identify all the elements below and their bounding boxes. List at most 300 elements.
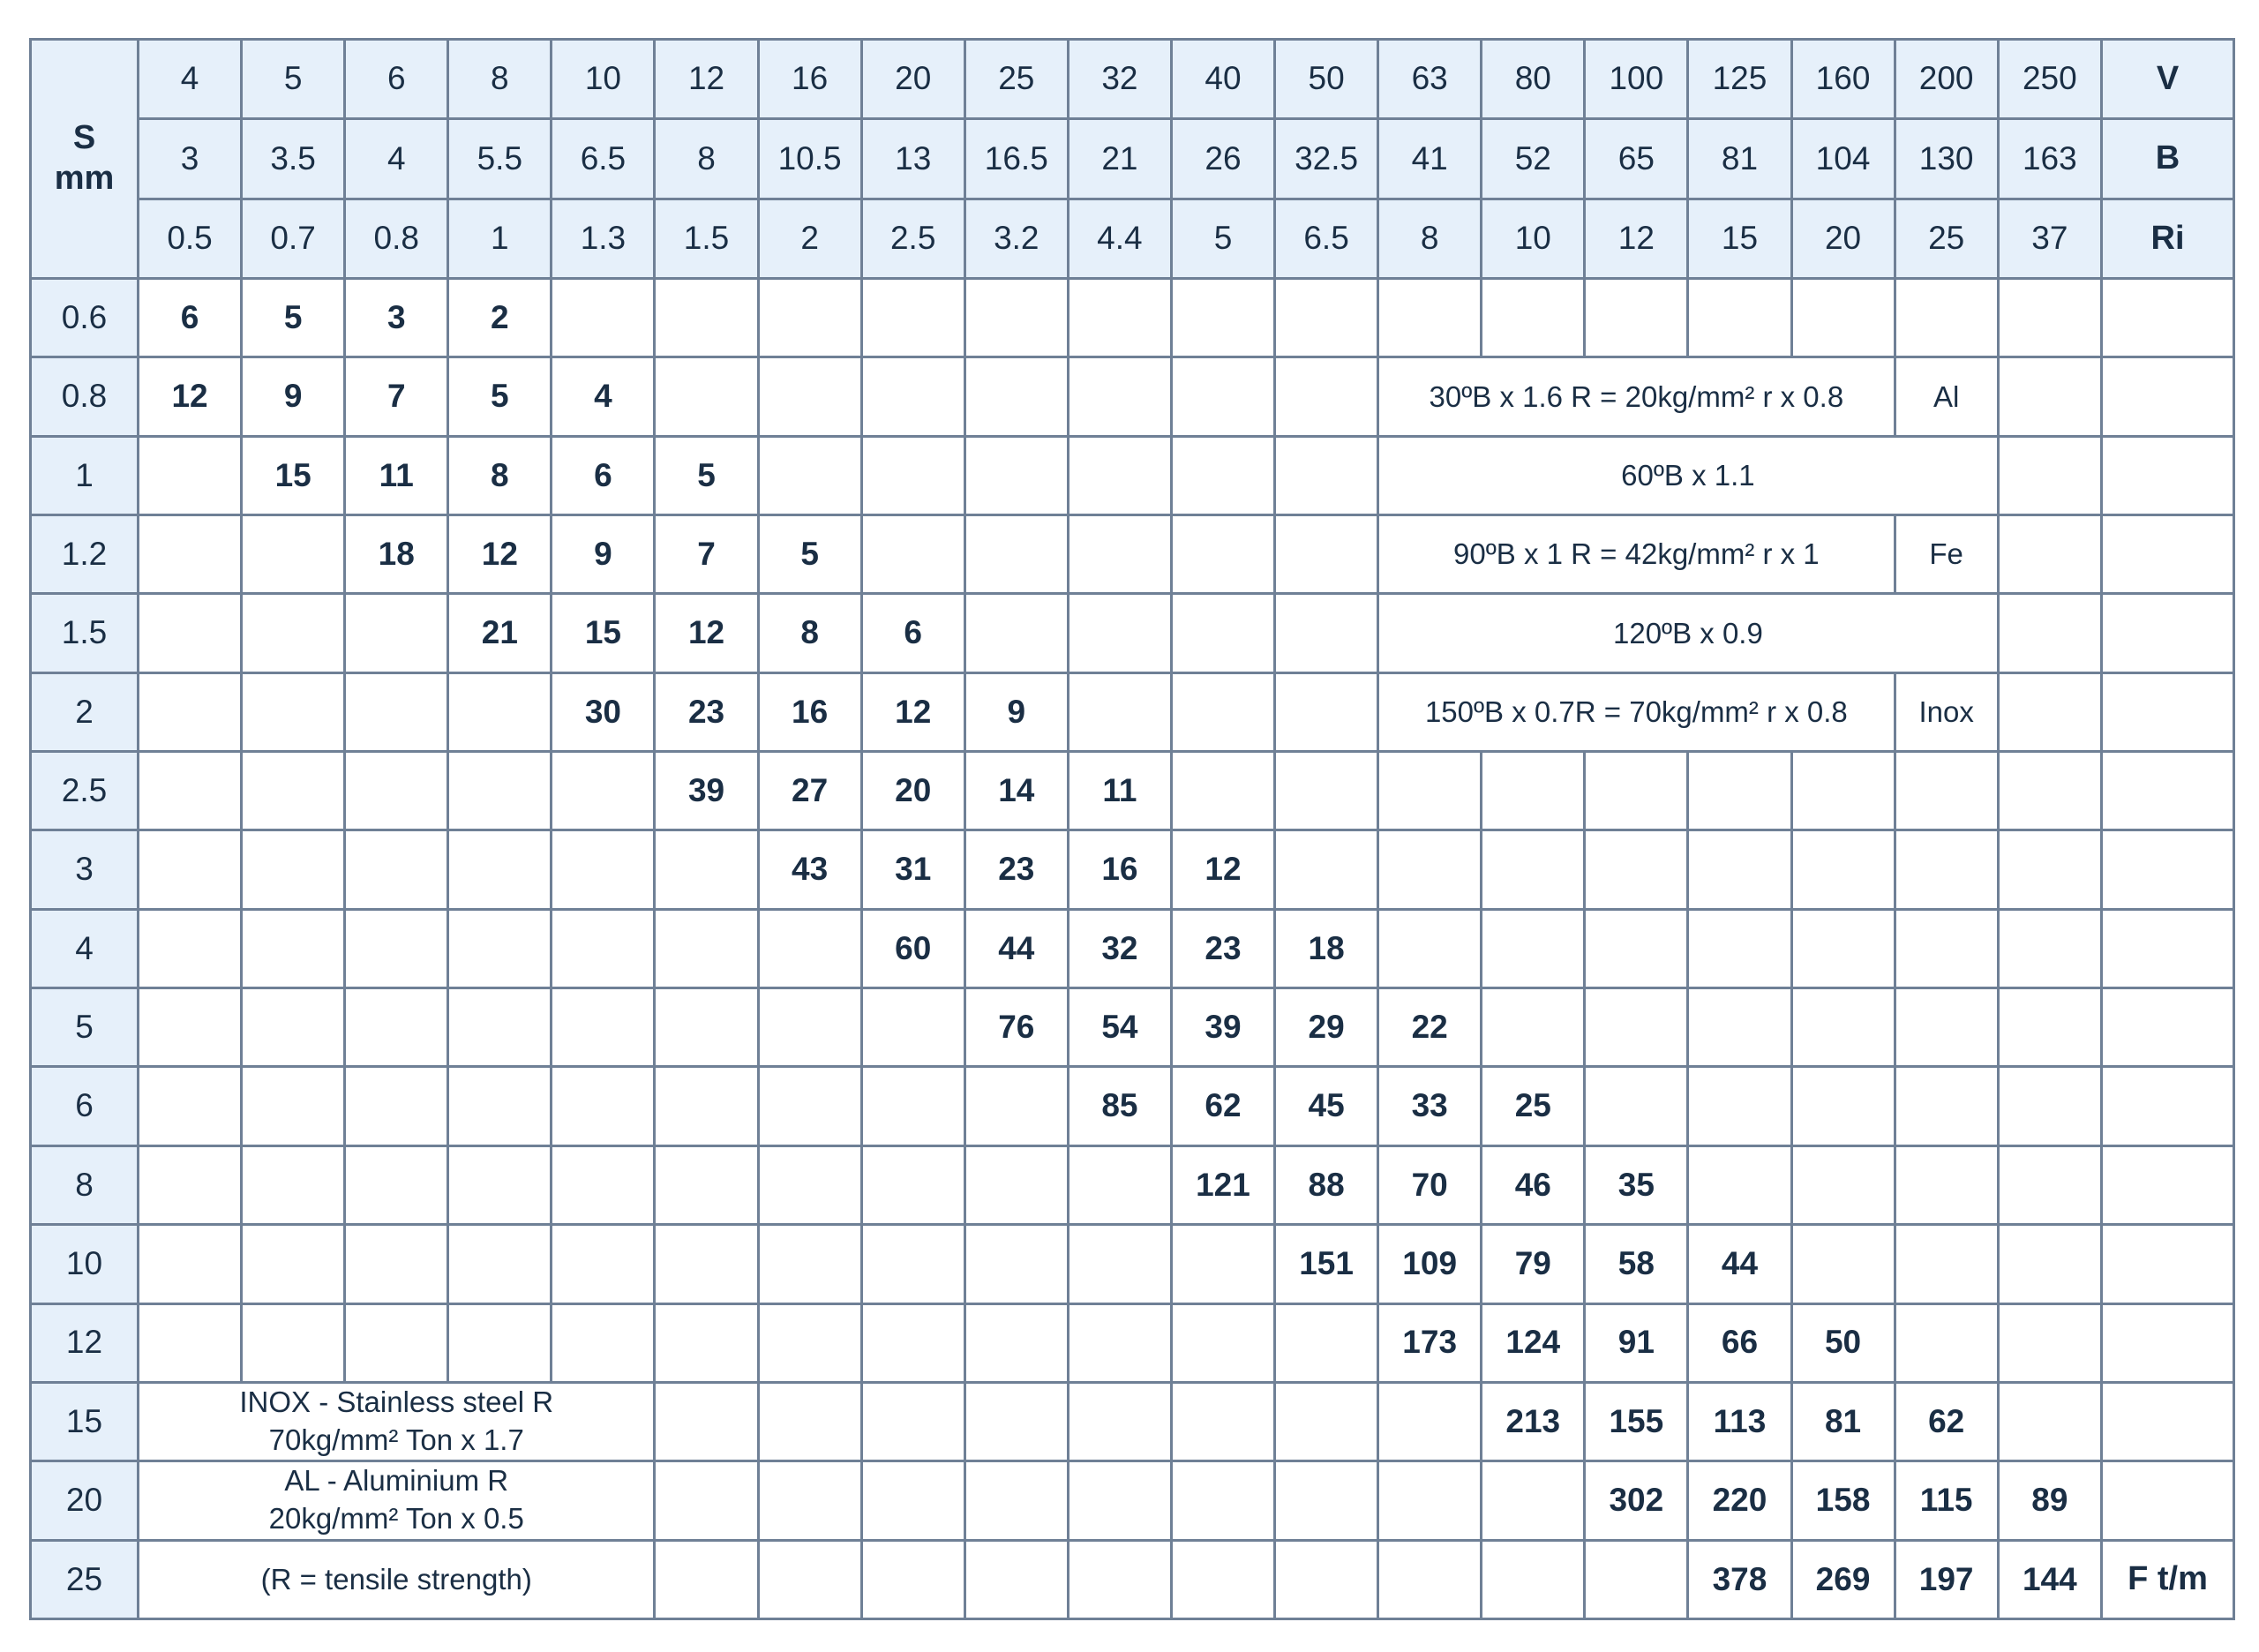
force-value: 33 bbox=[1378, 1067, 1482, 1145]
force-value bbox=[1585, 1540, 1688, 1618]
thickness-value: 2 bbox=[31, 672, 139, 751]
force-value bbox=[1171, 357, 1274, 436]
header-b-value: 104 bbox=[1791, 119, 1895, 199]
force-value: 2 bbox=[448, 279, 552, 357]
force-value: 85 bbox=[1068, 1067, 1171, 1145]
header-ri-value: 25 bbox=[1895, 199, 1998, 278]
thickness-value: 1.5 bbox=[31, 594, 139, 672]
force-value: 3 bbox=[345, 279, 448, 357]
force-value bbox=[655, 1382, 758, 1461]
header-v-value: 4 bbox=[139, 40, 242, 119]
force-value bbox=[655, 279, 758, 357]
header-b-value: 32.5 bbox=[1275, 119, 1378, 199]
force-value: 44 bbox=[1688, 1225, 1791, 1303]
header-b-value: 21 bbox=[1068, 119, 1171, 199]
force-value bbox=[1585, 279, 1688, 357]
force-value bbox=[964, 279, 1068, 357]
force-value bbox=[1791, 830, 1895, 909]
force-value bbox=[242, 752, 345, 830]
force-value bbox=[655, 357, 758, 436]
force-value bbox=[758, 1067, 861, 1145]
force-value bbox=[139, 988, 242, 1067]
force-value bbox=[448, 830, 552, 909]
thickness-value: 2.5 bbox=[31, 752, 139, 830]
force-value: 89 bbox=[1998, 1461, 2101, 1540]
header-ri-value: 2.5 bbox=[861, 199, 964, 278]
force-value bbox=[1275, 1540, 1378, 1618]
force-value bbox=[1482, 752, 1585, 830]
force-value bbox=[1482, 279, 1585, 357]
empty-cell bbox=[2102, 752, 2234, 830]
force-value: 11 bbox=[1068, 752, 1171, 830]
thickness-value: 0.8 bbox=[31, 357, 139, 436]
force-value bbox=[1068, 357, 1171, 436]
force-value bbox=[1791, 1225, 1895, 1303]
force-value bbox=[1688, 909, 1791, 987]
thickness-value: 3 bbox=[31, 830, 139, 909]
thickness-value: 8 bbox=[31, 1145, 139, 1224]
force-value bbox=[861, 1540, 964, 1618]
force-value bbox=[552, 1067, 655, 1145]
force-value bbox=[242, 1225, 345, 1303]
force-value bbox=[345, 988, 448, 1067]
force-value: 7 bbox=[345, 357, 448, 436]
force-value: 5 bbox=[655, 436, 758, 514]
empty-cell bbox=[2102, 830, 2234, 909]
force-value bbox=[1068, 279, 1171, 357]
force-value bbox=[242, 594, 345, 672]
force-value bbox=[655, 909, 758, 987]
force-value bbox=[964, 1382, 1068, 1461]
force-value bbox=[139, 436, 242, 514]
force-value bbox=[861, 357, 964, 436]
force-value bbox=[139, 752, 242, 830]
table-row bbox=[31, 515, 2234, 594]
header-v-value: 250 bbox=[1998, 40, 2101, 119]
angle-note: 90ºB x 1 R = 42kg/mm² r x 1 bbox=[1378, 515, 1895, 594]
force-value: 378 bbox=[1688, 1540, 1791, 1618]
force-value bbox=[861, 988, 964, 1067]
force-value: 88 bbox=[1275, 1145, 1378, 1224]
force-value bbox=[1585, 988, 1688, 1067]
force-value: 25 bbox=[1482, 1067, 1585, 1145]
empty-cell bbox=[2102, 672, 2234, 751]
force-value bbox=[655, 1225, 758, 1303]
thickness-header bbox=[31, 40, 139, 279]
force-value bbox=[448, 909, 552, 987]
force-value bbox=[1791, 1145, 1895, 1224]
force-value bbox=[1895, 1145, 1998, 1224]
force-value: 27 bbox=[758, 752, 861, 830]
header-ri-value: 8 bbox=[1378, 199, 1482, 278]
force-value bbox=[1378, 1461, 1482, 1540]
force-value bbox=[1791, 752, 1895, 830]
header-v-value: 80 bbox=[1482, 40, 1585, 119]
force-value: 213 bbox=[1482, 1382, 1585, 1461]
force-value bbox=[448, 672, 552, 751]
force-value: 18 bbox=[345, 515, 448, 594]
force-value bbox=[1688, 1145, 1791, 1224]
empty-cell bbox=[2102, 436, 2234, 514]
force-value: 7 bbox=[655, 515, 758, 594]
force-value: 62 bbox=[1895, 1382, 1998, 1461]
table-row bbox=[31, 672, 2234, 751]
header-v-value: 50 bbox=[1275, 40, 1378, 119]
force-value bbox=[1998, 594, 2101, 672]
force-value bbox=[1688, 988, 1791, 1067]
header-v-value: 125 bbox=[1688, 40, 1791, 119]
force-value: 8 bbox=[758, 594, 861, 672]
force-value bbox=[1068, 1461, 1171, 1540]
header-v-label: V bbox=[2102, 40, 2234, 119]
thickness-value: 0.6 bbox=[31, 279, 139, 357]
force-value: 39 bbox=[655, 752, 758, 830]
force-value bbox=[1275, 594, 1378, 672]
force-value bbox=[758, 988, 861, 1067]
header-ri-value: 0.5 bbox=[139, 199, 242, 278]
force-value bbox=[1791, 909, 1895, 987]
force-value: 9 bbox=[964, 672, 1068, 751]
header-v-value: 20 bbox=[861, 40, 964, 119]
empty-cell bbox=[2102, 1225, 2234, 1303]
header-ri-value: 37 bbox=[1998, 199, 2101, 278]
header-ri-value: 1 bbox=[448, 199, 552, 278]
force-value bbox=[448, 752, 552, 830]
table-row bbox=[31, 436, 2234, 514]
table-row bbox=[31, 1067, 2234, 1145]
force-value bbox=[1895, 752, 1998, 830]
header-b-value: 130 bbox=[1895, 119, 1998, 199]
aluminium-note-line-1: AL - Aluminium R bbox=[284, 1464, 509, 1498]
force-value bbox=[1378, 830, 1482, 909]
force-value: 173 bbox=[1378, 1303, 1482, 1382]
force-value: 35 bbox=[1585, 1145, 1688, 1224]
header-v-value: 32 bbox=[1068, 40, 1171, 119]
table-row bbox=[31, 357, 2234, 436]
force-value: 22 bbox=[1378, 988, 1482, 1067]
force-value: 32 bbox=[1068, 909, 1171, 987]
force-value: 23 bbox=[655, 672, 758, 751]
force-value: 155 bbox=[1585, 1382, 1688, 1461]
force-value bbox=[1068, 436, 1171, 514]
force-value: 12 bbox=[139, 357, 242, 436]
force-value: 16 bbox=[758, 672, 861, 751]
aluminium-note bbox=[139, 1461, 655, 1540]
force-value: 158 bbox=[1791, 1461, 1895, 1540]
empty-cell bbox=[2102, 1303, 2234, 1382]
force-value bbox=[1895, 909, 1998, 987]
force-value bbox=[345, 830, 448, 909]
force-value bbox=[655, 1540, 758, 1618]
thickness-value: 15 bbox=[31, 1382, 139, 1461]
force-value bbox=[139, 830, 242, 909]
angle-note: 30ºB x 1.6 R = 20kg/mm² r x 0.8 bbox=[1378, 357, 1895, 436]
force-value bbox=[758, 1540, 861, 1618]
header-ri-value: 12 bbox=[1585, 199, 1688, 278]
inox-note-line-2: 70kg/mm² Ton x 1.7 bbox=[268, 1423, 524, 1457]
header-v-value: 10 bbox=[552, 40, 655, 119]
header-b-value: 16.5 bbox=[964, 119, 1068, 199]
force-value bbox=[1895, 1303, 1998, 1382]
angle-note: 120ºB x 0.9 bbox=[1378, 594, 1999, 672]
force-value bbox=[345, 672, 448, 751]
table-row bbox=[31, 1225, 2234, 1303]
force-value: 197 bbox=[1895, 1540, 1998, 1618]
force-value bbox=[345, 1225, 448, 1303]
force-value bbox=[345, 752, 448, 830]
force-value bbox=[448, 1303, 552, 1382]
header-b-value: 13 bbox=[861, 119, 964, 199]
header-ri-value: 5 bbox=[1171, 199, 1274, 278]
force-value bbox=[964, 1225, 1068, 1303]
force-value bbox=[1068, 672, 1171, 751]
force-value bbox=[1998, 1145, 2101, 1224]
header-b-value: 26 bbox=[1171, 119, 1274, 199]
force-value bbox=[758, 1225, 861, 1303]
force-value: 79 bbox=[1482, 1225, 1585, 1303]
force-value bbox=[139, 1303, 242, 1382]
table-row bbox=[31, 988, 2234, 1067]
force-value bbox=[242, 909, 345, 987]
empty-cell bbox=[2102, 909, 2234, 987]
force-value bbox=[1688, 1067, 1791, 1145]
force-value bbox=[1998, 988, 2101, 1067]
header-ri-value: 15 bbox=[1688, 199, 1791, 278]
force-value: 220 bbox=[1688, 1461, 1791, 1540]
header-ri-value: 6.5 bbox=[1275, 199, 1378, 278]
force-value: 144 bbox=[1998, 1540, 2101, 1618]
force-value bbox=[861, 279, 964, 357]
force-value: 8 bbox=[448, 436, 552, 514]
empty-cell bbox=[2102, 1461, 2234, 1540]
header-v-value: 100 bbox=[1585, 40, 1688, 119]
force-value: 5 bbox=[242, 279, 345, 357]
force-value bbox=[139, 909, 242, 987]
force-value: 39 bbox=[1171, 988, 1274, 1067]
force-value bbox=[1171, 1540, 1274, 1618]
header-ri-value: 0.8 bbox=[345, 199, 448, 278]
force-value bbox=[1895, 1225, 1998, 1303]
empty-cell bbox=[2102, 1382, 2234, 1461]
angle-note: 60ºB x 1.1 bbox=[1378, 436, 1999, 514]
thickness-value: 10 bbox=[31, 1225, 139, 1303]
force-value bbox=[1998, 515, 2101, 594]
force-value bbox=[1068, 1225, 1171, 1303]
header-ri-value: 4.4 bbox=[1068, 199, 1171, 278]
header-b-value: 3 bbox=[139, 119, 242, 199]
force-value bbox=[655, 1461, 758, 1540]
header-b-value: 3.5 bbox=[242, 119, 345, 199]
force-value: 20 bbox=[861, 752, 964, 830]
force-value bbox=[1068, 1303, 1171, 1382]
force-value bbox=[861, 515, 964, 594]
force-value bbox=[242, 1067, 345, 1145]
header-b-value: 6.5 bbox=[552, 119, 655, 199]
force-value: 151 bbox=[1275, 1225, 1378, 1303]
force-value bbox=[552, 279, 655, 357]
force-value bbox=[1585, 830, 1688, 909]
empty-cell bbox=[2102, 515, 2234, 594]
force-value bbox=[861, 1382, 964, 1461]
force-value bbox=[1275, 436, 1378, 514]
force-value: 29 bbox=[1275, 988, 1378, 1067]
force-value bbox=[964, 1303, 1068, 1382]
force-value bbox=[139, 672, 242, 751]
force-value bbox=[1275, 357, 1378, 436]
force-value bbox=[1998, 436, 2101, 514]
force-value bbox=[1998, 1225, 2101, 1303]
force-value: 66 bbox=[1688, 1303, 1791, 1382]
angle-note: 150ºB x 0.7R = 70kg/mm² r x 0.8 bbox=[1378, 672, 1895, 751]
force-value bbox=[139, 515, 242, 594]
force-value bbox=[448, 1225, 552, 1303]
force-value bbox=[1482, 1540, 1585, 1618]
force-value: 15 bbox=[552, 594, 655, 672]
force-value bbox=[1275, 1382, 1378, 1461]
thickness-value: 1.2 bbox=[31, 515, 139, 594]
table-row bbox=[31, 1303, 2234, 1382]
force-value bbox=[1378, 1540, 1482, 1618]
unit-label: F t/m bbox=[2102, 1540, 2234, 1618]
force-value: 50 bbox=[1791, 1303, 1895, 1382]
force-value: 6 bbox=[139, 279, 242, 357]
empty-cell bbox=[2102, 1145, 2234, 1224]
force-value bbox=[964, 594, 1068, 672]
force-value bbox=[758, 1461, 861, 1540]
force-value bbox=[552, 909, 655, 987]
force-value bbox=[1791, 1067, 1895, 1145]
thickness-value: 5 bbox=[31, 988, 139, 1067]
force-value bbox=[964, 1461, 1068, 1540]
force-value: 58 bbox=[1585, 1225, 1688, 1303]
force-value bbox=[758, 1303, 861, 1382]
force-value: 113 bbox=[1688, 1382, 1791, 1461]
aluminium-note-line-2: 20kg/mm² Ton x 0.5 bbox=[268, 1502, 524, 1536]
header-v-value: 16 bbox=[758, 40, 861, 119]
thickness-value: 20 bbox=[31, 1461, 139, 1540]
force-value bbox=[861, 1145, 964, 1224]
force-value bbox=[1171, 1461, 1274, 1540]
thickness-value: 4 bbox=[31, 909, 139, 987]
force-value bbox=[655, 1303, 758, 1382]
force-value bbox=[1275, 1303, 1378, 1382]
header-v-value: 6 bbox=[345, 40, 448, 119]
thickness-header-s: S bbox=[72, 119, 96, 157]
force-value bbox=[1895, 988, 1998, 1067]
force-value bbox=[1688, 830, 1791, 909]
empty-cell bbox=[2102, 594, 2234, 672]
force-value: 9 bbox=[242, 357, 345, 436]
force-value bbox=[1482, 830, 1585, 909]
force-value bbox=[1585, 909, 1688, 987]
table-row bbox=[31, 909, 2234, 987]
force-value: 121 bbox=[1171, 1145, 1274, 1224]
header-b-value: 65 bbox=[1585, 119, 1688, 199]
force-value bbox=[1068, 1382, 1171, 1461]
force-value bbox=[964, 515, 1068, 594]
force-value bbox=[1171, 1382, 1274, 1461]
force-value bbox=[758, 1145, 861, 1224]
header-b-value: 52 bbox=[1482, 119, 1585, 199]
force-value bbox=[242, 672, 345, 751]
header-ri-value: 2 bbox=[758, 199, 861, 278]
force-value bbox=[552, 1303, 655, 1382]
force-value bbox=[1998, 279, 2101, 357]
force-value bbox=[139, 594, 242, 672]
table-row bbox=[31, 1540, 2234, 1618]
force-value bbox=[345, 594, 448, 672]
force-value bbox=[1171, 515, 1274, 594]
force-value bbox=[758, 436, 861, 514]
table-row bbox=[31, 594, 2234, 672]
force-value: 6 bbox=[861, 594, 964, 672]
force-value: 23 bbox=[1171, 909, 1274, 987]
thickness-value: 12 bbox=[31, 1303, 139, 1382]
header-b-value: 5.5 bbox=[448, 119, 552, 199]
thickness-value: 6 bbox=[31, 1067, 139, 1145]
force-value bbox=[1998, 1303, 2101, 1382]
force-value bbox=[964, 436, 1068, 514]
force-value: 12 bbox=[448, 515, 552, 594]
force-value bbox=[1068, 1145, 1171, 1224]
force-value bbox=[1378, 909, 1482, 987]
force-value bbox=[552, 830, 655, 909]
force-value bbox=[655, 988, 758, 1067]
force-value: 76 bbox=[964, 988, 1068, 1067]
header-ri-value: 0.7 bbox=[242, 199, 345, 278]
force-value bbox=[1275, 515, 1378, 594]
force-value bbox=[448, 1067, 552, 1145]
force-value bbox=[1068, 515, 1171, 594]
force-value: 60 bbox=[861, 909, 964, 987]
force-value bbox=[448, 1145, 552, 1224]
force-value: 23 bbox=[964, 830, 1068, 909]
thickness-value: 25 bbox=[31, 1540, 139, 1618]
force-value: 44 bbox=[964, 909, 1068, 987]
force-value bbox=[552, 1225, 655, 1303]
inox-note-line-1: INOX - Stainless steel R bbox=[239, 1385, 554, 1419]
force-value bbox=[1998, 909, 2101, 987]
force-value bbox=[861, 1225, 964, 1303]
force-value: 12 bbox=[861, 672, 964, 751]
table-row bbox=[31, 1145, 2234, 1224]
force-value bbox=[1378, 1382, 1482, 1461]
header-b-value: 41 bbox=[1378, 119, 1482, 199]
force-value bbox=[861, 1067, 964, 1145]
force-value bbox=[1171, 1303, 1274, 1382]
header-ri-value: 1.5 bbox=[655, 199, 758, 278]
force-value bbox=[1275, 279, 1378, 357]
force-value: 43 bbox=[758, 830, 861, 909]
force-value bbox=[242, 515, 345, 594]
force-value bbox=[1275, 830, 1378, 909]
header-ri-value: 3.2 bbox=[964, 199, 1068, 278]
force-value: 16 bbox=[1068, 830, 1171, 909]
force-value bbox=[1171, 594, 1274, 672]
force-value bbox=[964, 1540, 1068, 1618]
force-value bbox=[242, 988, 345, 1067]
force-value bbox=[1688, 752, 1791, 830]
force-value bbox=[1791, 988, 1895, 1067]
force-value: 91 bbox=[1585, 1303, 1688, 1382]
force-value bbox=[1688, 279, 1791, 357]
force-value bbox=[448, 988, 552, 1067]
header-b-value: 10.5 bbox=[758, 119, 861, 199]
force-value: 269 bbox=[1791, 1540, 1895, 1618]
force-value: 46 bbox=[1482, 1145, 1585, 1224]
force-value: 62 bbox=[1171, 1067, 1274, 1145]
force-value bbox=[1998, 672, 2101, 751]
